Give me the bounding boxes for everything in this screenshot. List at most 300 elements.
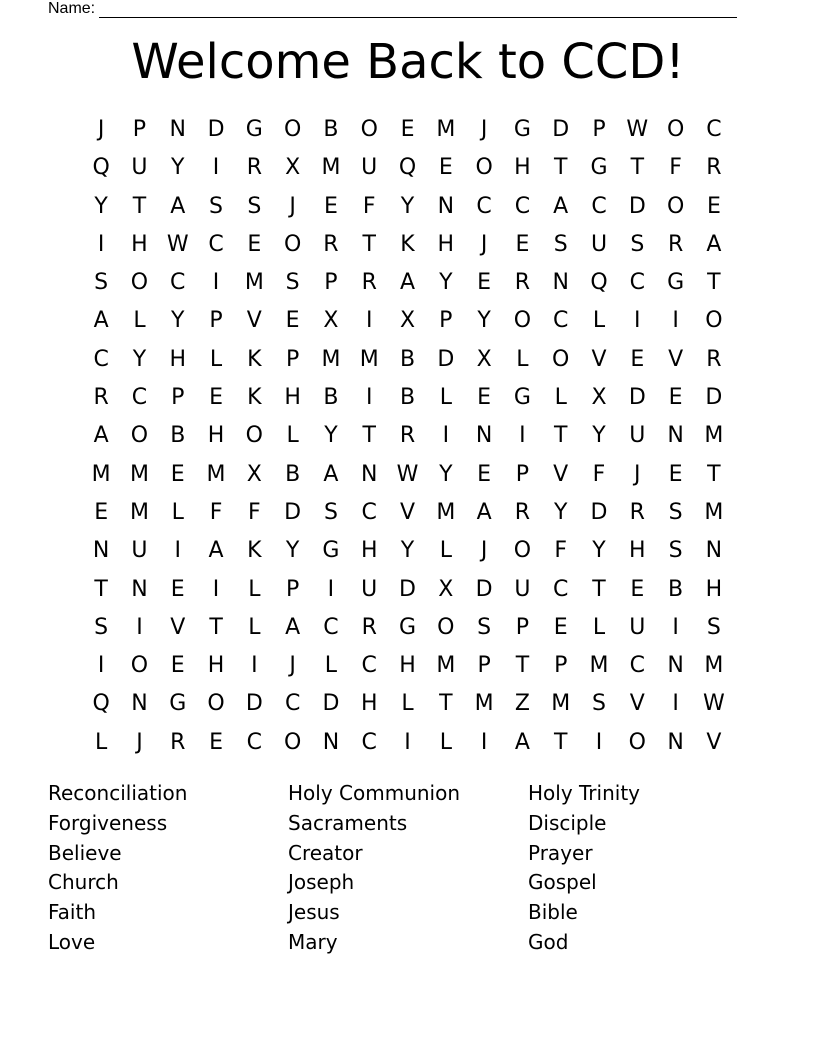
grid-letter[interactable]: M — [206, 461, 226, 487]
grid-letter[interactable]: V — [668, 346, 684, 372]
grid-letter[interactable]: V — [170, 614, 186, 640]
grid-letter[interactable]: T — [209, 614, 223, 640]
grid-letter[interactable]: G — [322, 538, 340, 564]
grid-letter[interactable]: I — [595, 729, 603, 755]
grid-letter[interactable]: R — [514, 499, 531, 525]
grid-letter[interactable]: A — [208, 538, 224, 564]
grid-letter[interactable]: C — [131, 385, 148, 411]
grid-letter[interactable]: O — [513, 538, 532, 564]
name-blank-line[interactable] — [99, 2, 737, 18]
grid-letter[interactable]: U — [629, 423, 646, 449]
grid-letter[interactable]: T — [553, 155, 568, 181]
grid-letter[interactable]: X — [438, 576, 454, 602]
grid-letter[interactable]: R — [399, 423, 416, 449]
grid-row — [82, 685, 733, 723]
grid-letter[interactable]: H — [629, 538, 646, 564]
grid-letter[interactable]: R — [514, 270, 531, 296]
grid-letter[interactable]: Y — [439, 270, 453, 296]
grid-letter[interactable]: C — [208, 231, 224, 257]
grid-letter[interactable]: F — [669, 155, 682, 181]
grid-letter[interactable]: P — [171, 385, 185, 411]
grid-letter[interactable]: G — [169, 691, 187, 717]
grid-letter[interactable]: N — [360, 461, 378, 487]
grid-letter[interactable]: I — [174, 538, 181, 564]
grid-letter[interactable]: M — [359, 346, 379, 372]
grid-letter[interactable]: H — [207, 423, 225, 449]
grid-letter[interactable]: X — [591, 385, 607, 411]
grid-letter[interactable]: T — [132, 193, 147, 219]
grid-letter[interactable]: I — [365, 308, 373, 334]
grid-letter[interactable]: C — [629, 270, 645, 296]
grid-letter[interactable]: D — [628, 193, 646, 219]
grid-letter[interactable]: L — [171, 499, 184, 525]
grid-letter[interactable]: H — [131, 231, 148, 257]
grid-letter[interactable]: Y — [592, 538, 606, 564]
grid-letter[interactable]: E — [477, 385, 492, 411]
grid-letter[interactable]: T — [707, 461, 721, 487]
grid-letter[interactable]: Y — [439, 461, 453, 487]
grid-letter[interactable]: J — [289, 193, 296, 219]
grid-letter[interactable]: A — [170, 193, 186, 219]
grid-letter[interactable]: P — [285, 576, 300, 602]
grid-letter[interactable]: S — [94, 270, 109, 296]
grid-letter[interactable]: O — [207, 691, 225, 717]
grid-letter[interactable]: N — [705, 538, 723, 564]
grid-letter[interactable]: J — [480, 538, 488, 564]
grid-letter[interactable]: M — [244, 270, 264, 296]
grid-letter[interactable]: V — [399, 499, 416, 525]
grid-letter[interactable]: K — [247, 346, 262, 372]
grid-letter[interactable]: E — [285, 308, 300, 334]
grid-letter[interactable]: Y — [132, 346, 147, 372]
grid-letter[interactable]: C — [93, 346, 109, 372]
grid-letter[interactable]: I — [136, 614, 143, 640]
grid-letter[interactable]: S — [285, 270, 300, 296]
grid-letter[interactable]: D — [590, 499, 608, 525]
grid-letter[interactable]: I — [97, 653, 105, 679]
grid-letter[interactable]: M — [474, 691, 494, 717]
grid-letter[interactable]: V — [591, 346, 607, 372]
grid-letter[interactable]: J — [634, 461, 641, 487]
grid-letter[interactable]: I — [672, 691, 679, 717]
grid-letter[interactable]: S — [94, 614, 109, 640]
grid-letter[interactable]: D — [628, 385, 646, 411]
grid-letter[interactable]: E — [170, 576, 185, 602]
grid-letter[interactable]: B — [668, 576, 684, 602]
grid-letter[interactable]: D — [475, 576, 493, 602]
grid-letter[interactable]: P — [515, 614, 530, 640]
grid-letter[interactable]: M — [129, 461, 149, 487]
grid-row — [82, 647, 733, 685]
grid-letter[interactable]: H — [437, 231, 455, 257]
grid-row — [82, 264, 733, 302]
grid-letter[interactable]: O — [283, 117, 302, 142]
grid-letter[interactable]: U — [629, 614, 646, 640]
grid-letter[interactable]: E — [209, 385, 223, 411]
grid-letter[interactable]: I — [365, 385, 373, 411]
grid-letter[interactable]: L — [286, 423, 299, 449]
grid-letter[interactable]: S — [209, 193, 224, 219]
grid-letter[interactable]: O — [475, 155, 493, 181]
grid-letter[interactable]: O — [130, 653, 149, 679]
grid-letter[interactable]: E — [170, 461, 185, 487]
grid-letter[interactable]: F — [592, 461, 606, 487]
grid-letter[interactable]: J — [480, 231, 488, 257]
grid-letter[interactable]: N — [667, 423, 684, 449]
grid-letter[interactable]: E — [630, 346, 645, 372]
grid-letter[interactable]: B — [323, 117, 339, 142]
grid-letter[interactable]: E — [668, 385, 683, 411]
grid-letter[interactable]: D — [245, 691, 263, 717]
grid-letter[interactable]: M — [704, 653, 724, 679]
grid-letter[interactable]: C — [361, 729, 377, 755]
grid-letter[interactable]: S — [630, 231, 645, 257]
grid-letter[interactable]: O — [666, 117, 685, 142]
grid-letter[interactable]: S — [668, 499, 683, 525]
grid-letter[interactable]: A — [706, 231, 722, 257]
grid-letter[interactable]: I — [404, 729, 411, 755]
grid-letter[interactable]: P — [592, 117, 606, 142]
grid-letter[interactable]: N — [475, 423, 493, 449]
grid-letter[interactable]: O — [705, 308, 723, 334]
grid-letter[interactable]: J — [480, 117, 488, 142]
grid-letter[interactable]: E — [94, 499, 109, 525]
grid-letter[interactable]: D — [399, 576, 416, 602]
grid-letter[interactable]: G — [667, 270, 685, 296]
grid-letter[interactable]: I — [97, 231, 105, 257]
grid-letter[interactable]: Y — [400, 538, 415, 564]
grid-letter[interactable]: C — [591, 193, 607, 219]
grid-letter[interactable]: T — [553, 729, 568, 755]
grid-letter[interactable]: O — [245, 423, 263, 449]
grid-letter[interactable]: L — [592, 614, 606, 640]
grid-letter[interactable]: T — [630, 155, 645, 181]
grid-letter[interactable]: W — [166, 231, 189, 257]
grid-letter[interactable]: L — [324, 653, 338, 679]
grid-letter[interactable]: O — [437, 614, 455, 640]
grid-letter[interactable]: M — [436, 499, 456, 525]
grid-letter[interactable]: I — [212, 155, 220, 181]
grid-letter[interactable]: S — [592, 691, 606, 717]
grid-letter[interactable]: T — [707, 270, 721, 296]
grid-letter[interactable]: J — [136, 729, 143, 755]
grid-letter[interactable]: T — [362, 231, 376, 257]
word-bank-item: God — [528, 929, 569, 954]
grid-letter[interactable]: L — [439, 385, 452, 411]
grid-letter[interactable]: C — [170, 270, 186, 296]
grid-letter[interactable]: A — [399, 270, 416, 296]
grid-letter[interactable]: J — [289, 653, 296, 679]
grid-letter[interactable]: N — [131, 691, 148, 717]
grid-letter[interactable]: C — [361, 499, 377, 525]
grid-letter[interactable]: D — [705, 385, 723, 411]
word-bank-column — [48, 779, 288, 958]
grid-letter[interactable]: K — [247, 385, 262, 411]
grid-letter[interactable]: C — [323, 614, 339, 640]
grid-letter[interactable]: D — [207, 117, 225, 142]
grid-letter[interactable]: Y — [400, 193, 415, 219]
grid-letter[interactable]: M — [321, 155, 341, 181]
grid-letter[interactable]: Y — [553, 499, 568, 525]
grid-letter[interactable]: R — [93, 385, 109, 411]
grid-letter[interactable]: V — [246, 308, 262, 334]
grid-letter[interactable]: R — [246, 155, 262, 181]
grid-letter[interactable]: S — [323, 499, 338, 525]
grid-letter[interactable]: M — [436, 653, 456, 679]
grid-letter[interactable]: C — [706, 117, 722, 142]
grid-letter[interactable]: Q — [92, 691, 110, 717]
grid-letter[interactable]: N — [92, 538, 110, 564]
grid-letter[interactable]: L — [133, 308, 146, 334]
grid-letter[interactable]: C — [284, 691, 301, 717]
grid-letter[interactable]: Q — [92, 155, 110, 181]
grid-letter[interactable]: B — [285, 461, 301, 487]
grid-letter[interactable]: P — [554, 653, 568, 679]
grid-letter[interactable]: M — [704, 499, 724, 525]
grid-letter[interactable]: H — [207, 653, 225, 679]
grid-letter[interactable]: I — [519, 423, 526, 449]
grid-letter[interactable]: A — [553, 193, 569, 219]
grid-letter[interactable]: H — [360, 538, 378, 564]
grid-letter[interactable]: D — [284, 499, 302, 525]
grid-letter[interactable]: A — [285, 614, 301, 640]
grid-letter[interactable]: M — [704, 423, 724, 449]
name-field[interactable] — [48, 0, 737, 18]
grid-letter[interactable]: T — [94, 576, 108, 602]
grid-letter[interactable]: F — [554, 538, 568, 564]
grid-letter[interactable]: E — [400, 117, 415, 142]
grid-letter[interactable]: L — [248, 614, 261, 640]
grid-letter[interactable]: N — [667, 653, 684, 679]
grid-letter[interactable]: L — [516, 346, 529, 372]
grid-letter[interactable]: F — [362, 193, 376, 219]
grid-letter[interactable]: H — [169, 346, 187, 372]
grid-letter[interactable]: G — [513, 117, 531, 142]
grid-letter[interactable]: R — [323, 231, 339, 257]
grid-letter[interactable]: L — [95, 729, 108, 755]
grid-letter[interactable]: M — [321, 346, 341, 372]
grid-letter[interactable]: X — [285, 155, 301, 181]
grid-letter[interactable]: E — [170, 653, 185, 679]
grid-letter[interactable]: X — [476, 346, 492, 372]
grid-letter[interactable]: X — [246, 461, 262, 487]
grid-letter[interactable]: R — [170, 729, 186, 755]
grid-letter[interactable]: P — [132, 117, 147, 142]
grid-letter[interactable]: G — [398, 614, 417, 640]
grid-letter[interactable]: C — [476, 193, 492, 219]
grid-letter[interactable]: V — [629, 691, 645, 717]
grid-letter[interactable]: R — [361, 270, 377, 296]
grid-letter[interactable]: M — [436, 117, 456, 142]
grid-letter[interactable]: R — [361, 614, 377, 640]
grid-letter[interactable]: U — [131, 155, 148, 181]
grid-letter[interactable]: T — [439, 691, 453, 717]
grid-letter[interactable]: R — [629, 499, 645, 525]
grid-letter[interactable]: M — [589, 653, 609, 679]
grid-letter[interactable]: T — [362, 423, 376, 449]
grid-letter[interactable]: O — [283, 729, 302, 755]
grid-letter[interactable]: W — [703, 691, 725, 717]
grid-letter[interactable]: H — [514, 155, 531, 181]
grid-letter[interactable]: N — [667, 729, 684, 755]
grid-letter[interactable]: Y — [171, 308, 185, 334]
grid-letter[interactable]: T — [515, 653, 530, 679]
grid-letter[interactable]: C — [514, 193, 531, 219]
grid-letter[interactable]: U — [590, 231, 608, 257]
grid-letter[interactable]: D — [322, 691, 340, 717]
grid-letter[interactable]: P — [209, 308, 223, 334]
grid-letter[interactable]: E — [553, 614, 568, 640]
word-bank-item: Disciple — [528, 810, 607, 835]
grid-letter[interactable]: O — [130, 270, 149, 296]
grid-letter[interactable]: A — [323, 461, 339, 487]
grid-letter[interactable]: V — [553, 461, 569, 487]
grid-letter[interactable]: B — [323, 385, 339, 411]
grid-letter[interactable]: A — [476, 499, 492, 525]
grid-letter[interactable]: P — [515, 461, 530, 487]
grid-letter[interactable]: O — [130, 423, 149, 449]
grid-letter[interactable]: M — [129, 499, 149, 525]
word-search-grid[interactable] — [82, 111, 733, 762]
grid-letter[interactable]: S — [668, 538, 683, 564]
grid-letter[interactable]: U — [514, 576, 531, 602]
grid-letter[interactable]: Q — [590, 270, 608, 296]
grid-letter[interactable]: I — [212, 576, 220, 602]
grid-letter[interactable]: O — [666, 193, 685, 219]
grid-letter[interactable]: G — [513, 385, 531, 411]
grid-letter[interactable]: A — [514, 729, 530, 755]
grid-letter[interactable]: E — [477, 461, 492, 487]
grid-letter[interactable]: N — [169, 117, 186, 142]
grid-letter[interactable]: U — [361, 576, 378, 602]
grid-letter[interactable]: L — [209, 346, 223, 372]
grid-letter[interactable]: A — [93, 308, 109, 334]
grid-letter[interactable]: T — [553, 423, 568, 449]
grid-letter[interactable]: L — [439, 729, 452, 755]
grid-letter[interactable]: Y — [94, 193, 108, 219]
grid-letter[interactable]: B — [399, 385, 416, 411]
grid-letter[interactable]: Y — [477, 308, 491, 334]
grid-letter[interactable]: L — [554, 385, 567, 411]
grid-row — [82, 571, 733, 609]
grid-letter[interactable]: L — [248, 576, 261, 602]
grid-letter[interactable]: X — [323, 308, 339, 334]
grid-letter[interactable]: O — [283, 231, 302, 257]
grid-letter[interactable]: N — [437, 193, 455, 219]
grid-letter[interactable]: P — [285, 346, 300, 372]
grid-letter[interactable]: E — [247, 231, 262, 257]
grid-letter[interactable]: E — [706, 193, 721, 219]
grid-letter[interactable]: M — [551, 691, 571, 717]
grid-letter[interactable]: F — [209, 499, 223, 525]
grid-letter[interactable]: I — [251, 653, 258, 679]
grid-letter[interactable]: A — [93, 423, 109, 449]
grid-letter[interactable]: Z — [514, 691, 530, 717]
grid-letter[interactable]: D — [437, 346, 455, 372]
grid-letter[interactable]: V — [706, 729, 722, 755]
word-bank-column — [288, 779, 528, 958]
grid-letter[interactable]: C — [246, 729, 263, 755]
grid-letter[interactable]: I — [480, 729, 488, 755]
grid-letter[interactable]: D — [552, 117, 570, 142]
grid-letter[interactable]: Y — [324, 423, 338, 449]
grid-letter[interactable]: W — [396, 461, 419, 487]
grid-letter[interactable]: F — [248, 499, 261, 525]
grid-letter[interactable]: S — [706, 614, 721, 640]
grid-letter[interactable]: H — [284, 385, 301, 411]
grid-letter[interactable]: Q — [398, 155, 417, 181]
grid-letter[interactable]: C — [629, 653, 645, 679]
grid-letter[interactable]: R — [667, 231, 684, 257]
grid-letter[interactable]: G — [590, 155, 608, 181]
grid-letter[interactable]: H — [360, 691, 378, 717]
grid-letter[interactable]: E — [630, 576, 645, 602]
grid-letter[interactable]: K — [247, 538, 262, 564]
grid-letter[interactable]: L — [439, 538, 452, 564]
grid-letter[interactable]: L — [592, 308, 606, 334]
grid-letter[interactable]: B — [399, 346, 416, 372]
grid-letter[interactable]: J — [97, 117, 105, 142]
grid-letter[interactable]: G — [245, 117, 263, 142]
grid-letter[interactable]: R — [706, 155, 722, 181]
grid-letter[interactable]: I — [212, 270, 220, 296]
grid-letter[interactable]: C — [361, 653, 377, 679]
grid-letter[interactable]: X — [399, 308, 416, 334]
grid-letter[interactable]: W — [626, 117, 649, 142]
grid-letter[interactable]: N — [131, 576, 148, 602]
grid-letter[interactable]: I — [672, 614, 679, 640]
grid-letter[interactable]: K — [400, 231, 415, 257]
grid-letter[interactable]: H — [399, 653, 416, 679]
grid-letter[interactable]: P — [324, 270, 338, 296]
grid-letter[interactable]: T — [592, 576, 606, 602]
grid-letter[interactable]: I — [634, 308, 641, 334]
grid-letter[interactable]: E — [668, 461, 683, 487]
grid-letter[interactable]: H — [705, 576, 723, 602]
grid-letter[interactable]: Y — [171, 155, 185, 181]
grid-letter[interactable]: U — [361, 155, 378, 181]
grid-letter[interactable]: O — [360, 117, 378, 142]
grid-letter[interactable]: N — [552, 270, 569, 296]
grid-letter[interactable]: B — [170, 423, 186, 449]
grid-letter[interactable]: O — [628, 729, 646, 755]
grid-letter[interactable]: E — [323, 193, 338, 219]
grid-letter[interactable]: I — [327, 576, 335, 602]
grid-letter[interactable]: N — [322, 729, 340, 755]
grid-letter[interactable]: Y — [285, 538, 300, 564]
grid-letter[interactable]: S — [477, 614, 492, 640]
grid-letter[interactable]: R — [706, 346, 722, 372]
grid-letter[interactable]: M — [91, 461, 111, 487]
grid-letter[interactable]: L — [401, 691, 414, 717]
grid-letter[interactable]: E — [438, 155, 453, 181]
grid-letter[interactable]: Y — [592, 423, 606, 449]
grid-letter[interactable]: E — [209, 729, 223, 755]
grid-letter[interactable]: S — [553, 231, 568, 257]
grid-letter[interactable]: C — [553, 576, 569, 602]
grid-letter[interactable]: O — [513, 308, 532, 334]
grid-letter[interactable]: E — [477, 270, 492, 296]
grid-letter[interactable]: P — [477, 653, 491, 679]
grid-letter[interactable]: C — [553, 308, 569, 334]
grid-letter[interactable]: I — [442, 423, 450, 449]
grid-letter[interactable]: S — [247, 193, 262, 219]
grid-letter[interactable]: P — [439, 308, 453, 334]
grid-letter[interactable]: O — [552, 346, 570, 372]
grid-letter[interactable]: I — [672, 308, 679, 334]
grid-letter[interactable]: E — [515, 231, 530, 257]
grid-letter[interactable]: U — [131, 538, 148, 564]
